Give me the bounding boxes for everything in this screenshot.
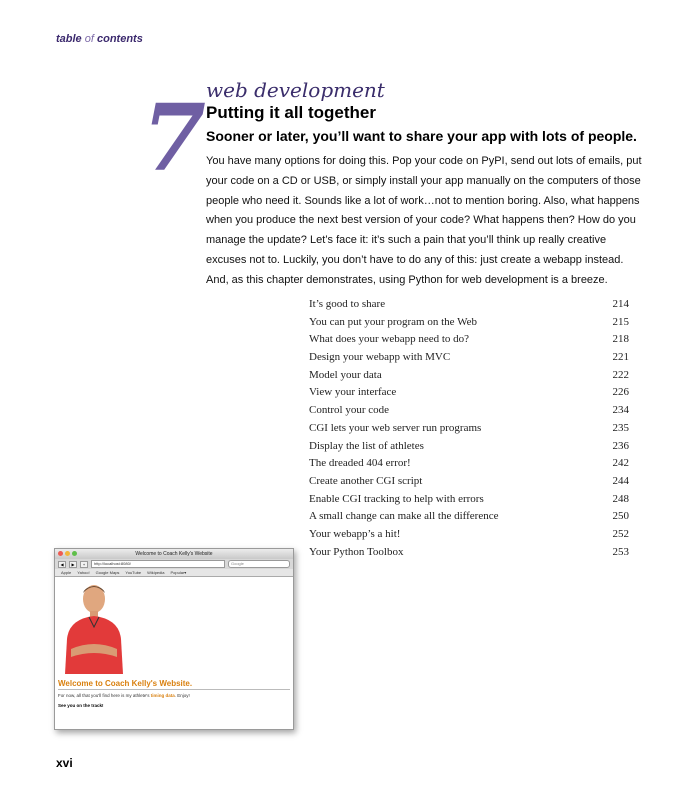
toc-entry [309,349,629,367]
add-bookmark-icon: + [80,561,88,568]
toc-entry-label: Model your data [309,368,382,381]
chapter-kicker: web development [206,78,385,102]
toc-entry-page: 250 [612,510,629,523]
toc-entry-label: A small change can make all the difference [309,510,499,523]
browser-screenshot [54,548,294,730]
zoom-icon [72,551,77,556]
page-number: xvi [56,756,73,770]
address-bar: http://localhost:8080/ [91,560,225,568]
toc-entry-page: 252 [612,527,629,540]
bookmark-item: Wikipedia [147,570,165,575]
toc-entry-label: View your interface [309,386,397,399]
browser-window-title: Welcome to Coach Kelly's Website [135,551,213,557]
timing-data-link: timing data [150,693,175,698]
bookmark-item: Google Maps [95,570,120,575]
search-field: Google [228,560,290,568]
toc-entry-label: The dreaded 404 error! [309,457,411,470]
toc-entry [309,526,629,544]
chapter-subtitle: Sooner or later, you’ll want to share your app with lots of people. [206,128,637,144]
toc-entry-page: 215 [612,315,629,328]
toc-entry [309,438,629,456]
toc-entry-page: 242 [612,457,629,470]
toc-entry [309,420,629,438]
toc-entry-page: 253 [612,545,629,558]
page-text-after: . Enjoy! [174,693,190,698]
header-word-contents: contents [97,33,143,45]
toc-entry [309,455,629,473]
toc-entry-label: Create another CGI script [309,474,423,487]
toc-entry-label: It’s good to share [309,298,386,310]
toc-entry [309,473,629,491]
toc-entry [309,331,629,349]
toc-entry-label: You can put your program on the Web [309,315,477,328]
toc-entry-page: 221 [612,351,629,364]
coach-photo [59,579,129,674]
toc-entry [309,544,629,562]
toc-entry [309,402,629,420]
chapter-title: Putting it all together [206,103,376,122]
close-icon [58,551,63,556]
toc-entry-label: Your Python Toolbox [309,545,404,558]
toc-entry-page: 218 [612,333,629,346]
browser-toolbar [55,559,293,569]
minimize-icon [65,551,70,556]
toc-entry [309,314,629,332]
running-header [56,33,143,45]
toc-entry-page: 222 [612,368,629,381]
page-sign-off: See you on the track! [58,703,104,708]
page-intro-text [58,693,190,698]
toc-entry-page: 248 [612,492,629,505]
toc-entry-label: Design your webapp with MVC [309,351,451,364]
toc-entry-label: Enable CGI tracking to help with errors [309,492,484,505]
toc-entry-label: Control your code [309,404,390,417]
toc-entry-page: 235 [612,421,629,434]
chapter-number: 7 [142,84,207,192]
toc-entry [309,491,629,509]
toc-entry-page: 226 [612,386,629,399]
toc-entry-label: Display the list of athletes [309,439,424,452]
toc-entry-page: 244 [612,474,629,487]
bookmark-item: YouTube [125,570,142,575]
browser-titlebar [55,549,293,559]
forward-icon: ▶ [69,561,77,568]
toc-entry-label: Your webapp’s a hit! [309,527,401,540]
bookmarks-bar [55,569,293,577]
toc-entry [309,508,629,526]
toc-entry-label: CGI lets your web server run programs [309,421,482,434]
header-word-of: of [84,33,94,45]
bookmark-item: Popular▾ [170,570,187,575]
toc-entry [309,384,629,402]
toc-entry-label: What does your webapp need to do? [309,333,470,346]
toc-entry-page: 234 [612,404,629,417]
bookmark-item: Apple [61,570,72,575]
header-word-table: table [56,33,82,45]
page-divider [58,689,290,690]
toc-entry-page: 236 [612,439,629,452]
bookmark-item: Yahoo! [77,570,90,575]
toc-list [309,296,629,561]
chapter-intro: You have many options for doing this. Pop your code on PyPI, send out lots of emails, put your code on a CD or USB, or simply install your app manually on the computers of those people who need it. Sounds like a lot of work…not to mention boring. Also, what happens when you produce the next best version of your code? What happens then? How do you manage the update? Let’s face it: it’s such a pain that you’ll think up really creative excuses not to. Luckily, you don’t have to do any of this: just create a webapp instead. And, as this chapter demonstrates, using Python for web development is a breeze. [206,155,642,286]
page-heading: Welcome to Coach Kelly's Website. [58,679,193,688]
toc-entry [309,296,629,314]
back-icon: ◀ [58,561,66,568]
toc-entry [309,367,629,385]
page-text-before: For now, all that you'll find here is my athlete's [58,693,151,698]
toc-entry-page: 214 [612,298,629,310]
